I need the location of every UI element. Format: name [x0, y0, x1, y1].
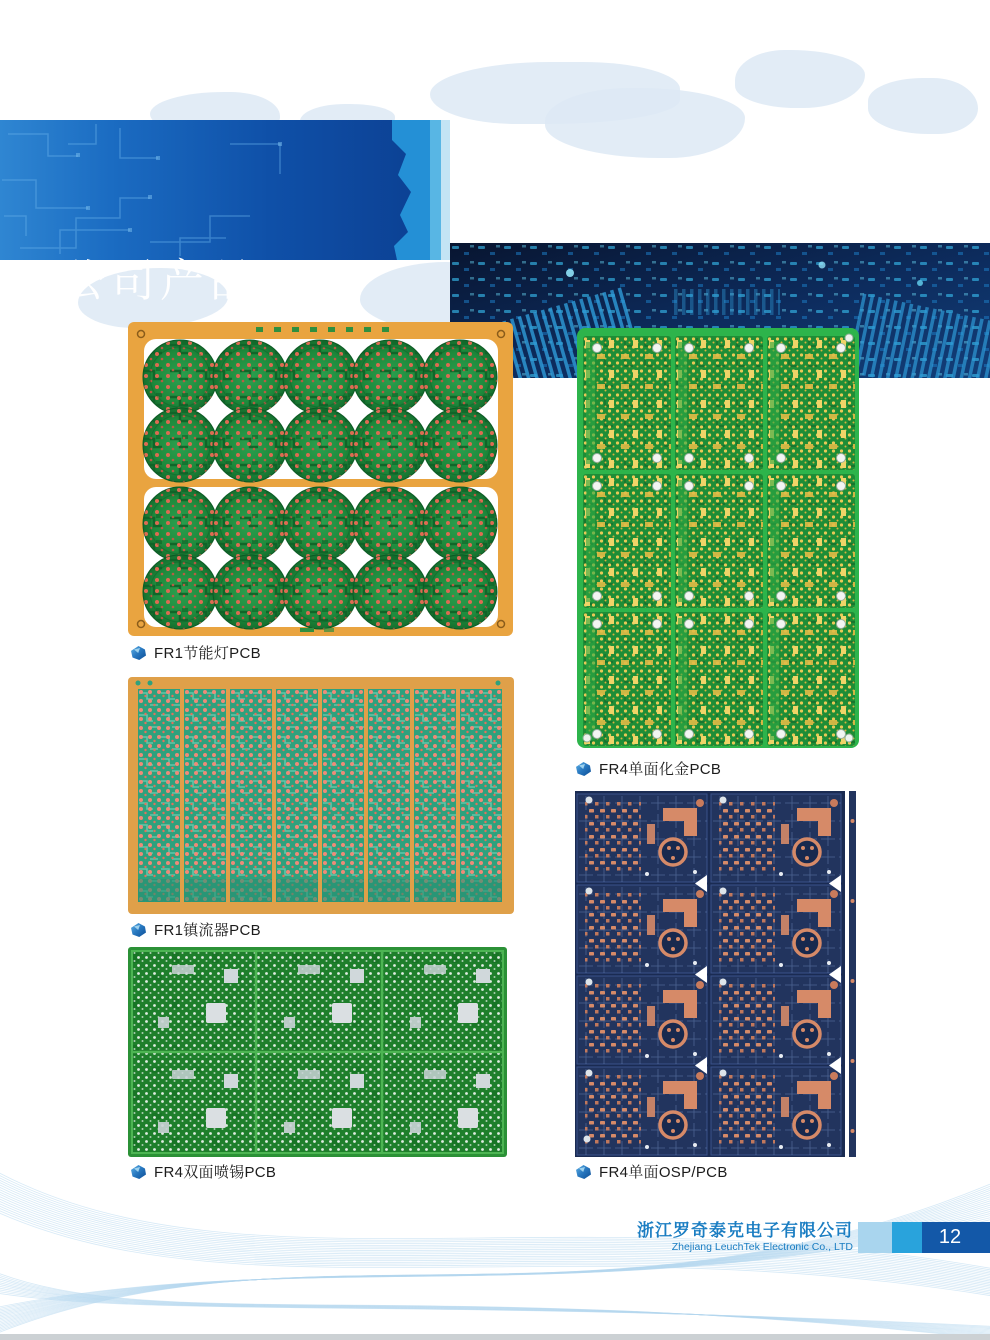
gem-icon	[576, 762, 591, 776]
product-image-fr4-osp-pcb	[575, 791, 856, 1157]
page-bottom-edge	[0, 1334, 990, 1340]
banner-circuit-texture	[0, 120, 330, 260]
banner-transition-strip	[430, 120, 441, 260]
product-image-fr4-gold-pcb	[577, 328, 859, 748]
product-label: FR4单面化金PCB	[599, 760, 722, 778]
product-label: FR4单面OSP/PCB	[599, 1163, 728, 1181]
product-image-fr4-hasl-pcb	[128, 947, 507, 1157]
page-title: 公司产品	[60, 255, 261, 306]
gem-icon	[131, 923, 146, 937]
product-label-row	[131, 921, 261, 939]
product-label-row	[131, 644, 261, 662]
footer-company-name-zh: 浙江罗奇泰克电子有限公司	[637, 1221, 853, 1240]
footer-company-name-en: Zhejiang LeuchTek Electronic Co., LTD	[671, 1240, 853, 1253]
footer-block-light	[858, 1222, 892, 1253]
footer-block-mid	[892, 1222, 922, 1253]
banner-transition-strip-pale	[441, 120, 450, 260]
page-banner	[0, 120, 990, 306]
map-blob	[735, 50, 865, 108]
product-image-fr1-energy-lamp-pcb	[128, 322, 513, 636]
gem-icon	[131, 646, 146, 660]
product-image-fr1-ballast-pcb	[128, 677, 514, 914]
product-label: FR1镇流器PCB	[154, 921, 261, 939]
footer-company	[637, 1221, 853, 1253]
page-number: 12	[922, 1222, 990, 1253]
product-label: FR1节能灯PCB	[154, 644, 261, 662]
product-label: FR4双面喷锡PCB	[154, 1163, 277, 1181]
product-label-row	[576, 760, 721, 778]
